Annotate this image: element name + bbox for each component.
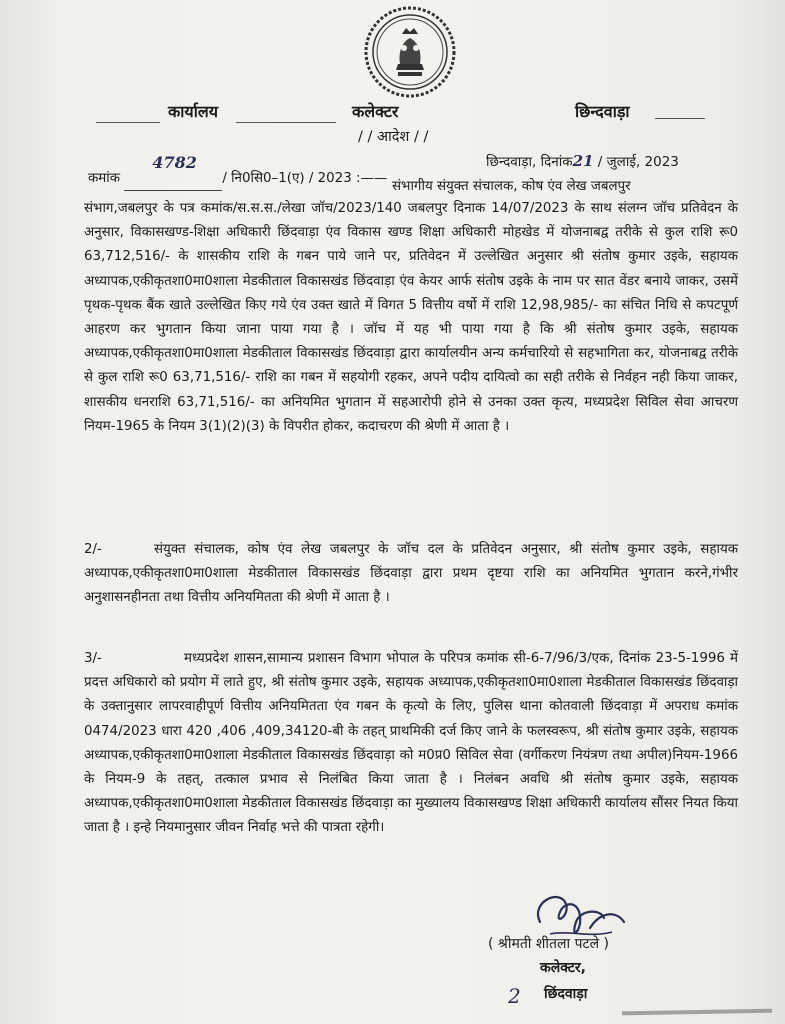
collector-label: कलेक्टर <box>352 102 399 121</box>
signatory-designation: कलेक्टर, <box>540 960 586 976</box>
order-no-label: कमांक <box>88 171 121 186</box>
paragraph-3-text: मध्यप्रदेश शासन,सामान्य प्रशासन विभाग भोपाल के परिपत्र कमांक सी-6-7/96/3/एक, दिनांक 23-5-1996 में प्रदत्त अधिकारो को प्रयोग में लाते हुए, श्री संतोष कुमार उइके, सहायक अध्यापक,एकीकृतशा0मा0शाला मेडकीताल विकासखंड छिंदवाड़ा के उक्तानुसार लापरवाहीपूर्ण वित्तीय अनियमितता एंव गबन के कृत्यो के लिए, पुलिस थाना कोतवाली छिंदवाड़ा में अपराध कमांक 0474/2023 धारा 420 ,406 ,409,34120-बी के तहत् प्राथमिकी दर्ज किए जाने के फलस्वरूप, श्री संतोष कुमार उइके, सहायक अध्यापक,एकीकृतशा0मा0शाला मेडकीताल विकासखंड छिंदवाड़ा को म0प्र0 सिविल सेवा (वर्गीकरण नियंत्रण तथा अपील)नियम-1966 के नियम-9 के तहत्, तत्काल प्रभाव से निलंबित किया जाता है । निलंबन अवधि श्री संतोष कुमार उइके, सहायक अध्यापक,एकीकृतशा0मा0शाला मेडकीताल विकासखंड छिंदवाड़ा का मुख्यालय विकासखण्ड शिक्षा अधिकारी कार्यालय सौंसर नियत किया जाता है । इन्हे नियमानुसार जीवन निर्वाह भत्ते की पात्रता रहेगी। <box>84 651 738 836</box>
bottom-edge-mark <box>622 1009 772 1016</box>
order-number-handwritten: 4782 <box>152 153 197 172</box>
date-day-handwritten: 21 <box>572 152 594 170</box>
paragraph-1: संभाग,जबलपुर के पत्र कमांक/स.स.स./लेखा जॉच/2023/140 जबलपुर दिनाक 14/07/2023 के साथ संलग्न जॉच प्रतिवेदन के अनुसार, विकासखण्ड-शिक्षा अधिकारी छिंदवाड़ा एंव विकास खण्ड शिक्षा अधिकारी मोहखेड में योजनाबद्व तरीके से कुल राशि रू0 63,712,516/- के शासकीय राशि के गबन पाये जाने पर, प्रतिवेदन में उल्लेखित अनुसार श्री संतोष कुमार उइके, सहायक अध्यापक,एकीकृतशा0मा0शाला मेडकीताल विकासखंड छिंदवाड़ा एंव केयर आर्फ संतोष उइके के नाम पर सात वेंडर बनाये जाकर, उसमें पृथक-पृथक बैंक खाते उल्लेखित किए गये एंव उक्त खाते में विगत 5 वित्तीय वर्षो में राशि 12,98,985/- का संचित निधि से कपटपूर्ण आहरण कर भुगतान किया जाना पाया गया है । जॉच में यह भी पाया गया है कि श्री संतोष कुमार उइके, सहायक अध्यापक,एकीकृतशा0मा0शाला मेडकीताल विकासखंड छिंदवाड़ा द्वारा कार्यालयीन अन्य कर्मचारियो से सहभागिता कर, योजनाबद्व तरीके से कुल राशि रू0 63,71,516/- राशि का गबन में सहयोगी रहकर, अपने पदीय दायित्वो का सही तरीके से निर्वहन नही किया जाकर, शासकीय धनराशि 63,71,516/- का अनियमित भुगतान में सहआरोपी होने से उनका उक्त कृत्य, मध्यप्रदेश सिविल सेवा आचरण नियम-1965 के नियम 3(1)(2)(3) के विपरीत होकर, कदाचरण की श्रेणी में आता है । <box>84 201 738 434</box>
district-label: छिन्दवाड़ा <box>575 102 630 121</box>
handwritten-mark: 2 <box>508 984 521 1008</box>
header-rule-mid <box>236 122 336 123</box>
reference-first-line: संभागीय संयुक्त संचालक, कोष एंव लेख जबलपुर <box>392 179 631 194</box>
signatory-name: ( श्रीमती शीतला पटले ) <box>488 936 609 952</box>
order-number-line: कमांक 4782 / नि0सि0–1(ए) / 2023 :—— <box>88 168 387 191</box>
date-line: छिन्दवाड़ा, दिनांक21 / जुलाई, 2023 <box>486 152 679 170</box>
paragraph-2-text: संयुक्त संचालक, कोष एंव लेख जबलपुर के जॉच दल के प्रतिवेदन अनुसार, श्री संतोष कुमार उइके, सहायक अध्यापक,एकीकृतशा0मा0शाला मेडकीताल विकासखंड छिंदवाड़ा द्वारा प्रथम दृष्टया राशि का अनियमित भुगतान करने,गंभीर अनुशासनहीनता तथा वित्तीय अनियमितता की श्रेणी में आता है । <box>84 542 738 606</box>
order-title: / / आदेश / / <box>358 129 429 145</box>
paragraph-2-number: 2/- <box>84 542 102 557</box>
government-emblem-icon <box>362 4 458 100</box>
place-date-label: छिन्दवाड़ा, दिनांक <box>486 154 573 170</box>
header-rule-left <box>96 122 160 123</box>
paragraph-2 <box>84 538 738 611</box>
order-no-rest: नि0सि0–1(ए) / 2023 :—— <box>231 171 388 186</box>
signatory-place: छिंदवाड़ा <box>544 986 588 1002</box>
office-label: कार्यालय <box>168 102 218 121</box>
paragraph-3-number: 3/- <box>84 651 102 666</box>
date-month-year: जुलाई, 2023 <box>606 154 679 170</box>
header-rule-right <box>655 118 705 119</box>
paragraph-3 <box>84 647 738 841</box>
